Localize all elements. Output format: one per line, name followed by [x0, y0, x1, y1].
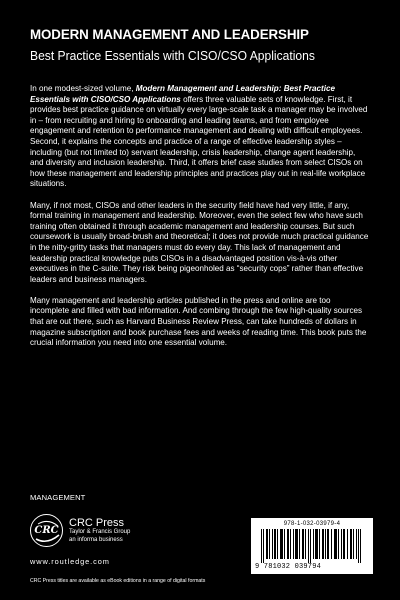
description-paragraph-2: Many, if not most, CISOs and other leaders in the security field have had very little, if any, formal training in management and leadership. Moreover, even the select few who have such training often obtained it through academic management and leadership courses. But such coursework is usually broad-brush and theoretical; it does not provide much practical guidance in the nitty-gritty tasks that managers must do every day. This lack of management and leadership practical knowledge puts CISOs in a disadvantaged position vis-à-vis other executives in the C-suite. They risk being pigeonholed as “security cops” rather than effective leaders and business managers. [30, 200, 369, 284]
ebook-note: CRC Press titles are available as eBook editions in a range of digital formats [30, 578, 206, 584]
publisher-name: CRC Press [69, 517, 125, 529]
back-cover-description [30, 84, 371, 359]
isbn-number: 978-1-032-03979-4 [283, 521, 341, 527]
barcode-digits: 9 781032 039794 [255, 563, 322, 571]
cover-title: MODERN MANAGEMENT AND LEADERSHIP [30, 27, 309, 43]
intro-text: In one modest-sized volume, [30, 84, 136, 93]
publisher-group: Taylor & Francis Group [69, 529, 131, 535]
book-title-inline: Modern Management and Leadership: Best Practice Essentials with CISO/CSO Applications [30, 84, 335, 104]
isbn-barcode [251, 518, 373, 574]
subject-category: MANAGEMENT [30, 493, 86, 502]
description-paragraph-1 [30, 84, 371, 190]
cover-subtitle: Best Practice Essentials with CISO/CSO Applications [30, 48, 315, 63]
barcode-icon [261, 529, 365, 563]
publisher-website-link[interactable]: www.routledge.com [30, 557, 110, 566]
description-paragraph-3: Many management and leadership articles published in the press and online are too incomplete and filled with bad information. And combing through the few high-quality sources that are out there, such as Harvard Business Review Press, can take hundreds of dollars in magazine subscription and book purchase fees and weeks of reading time. This book puts the crucial information you need into one essential volume. [30, 295, 367, 348]
logo-mark-text: CRC [34, 525, 59, 536]
paragraph-1-rest: offers three valuable sets of knowledge. First, it provides best practice guidance on virtually every large-scale task a manager may be involved in – from recruiting and hiring to onboarding and leading teams, and from employee engagement and retention to performance management and dealing with difficult employees. Second, it explains the concepts and practice of a range of effective leadership styles – including (but not limited to) servant leadership, crisis leadership, change agent leadership, and diversity and inclusion leadership. Third, it offers brief case studies from select CISOs on how these management and leadership principles and practices play out in real-life workplace situations. [30, 94, 368, 189]
crc-logo-icon [30, 514, 63, 547]
publisher-text [69, 517, 130, 544]
publisher-tagline: an informa business [69, 536, 123, 543]
publisher-logo [30, 514, 130, 547]
